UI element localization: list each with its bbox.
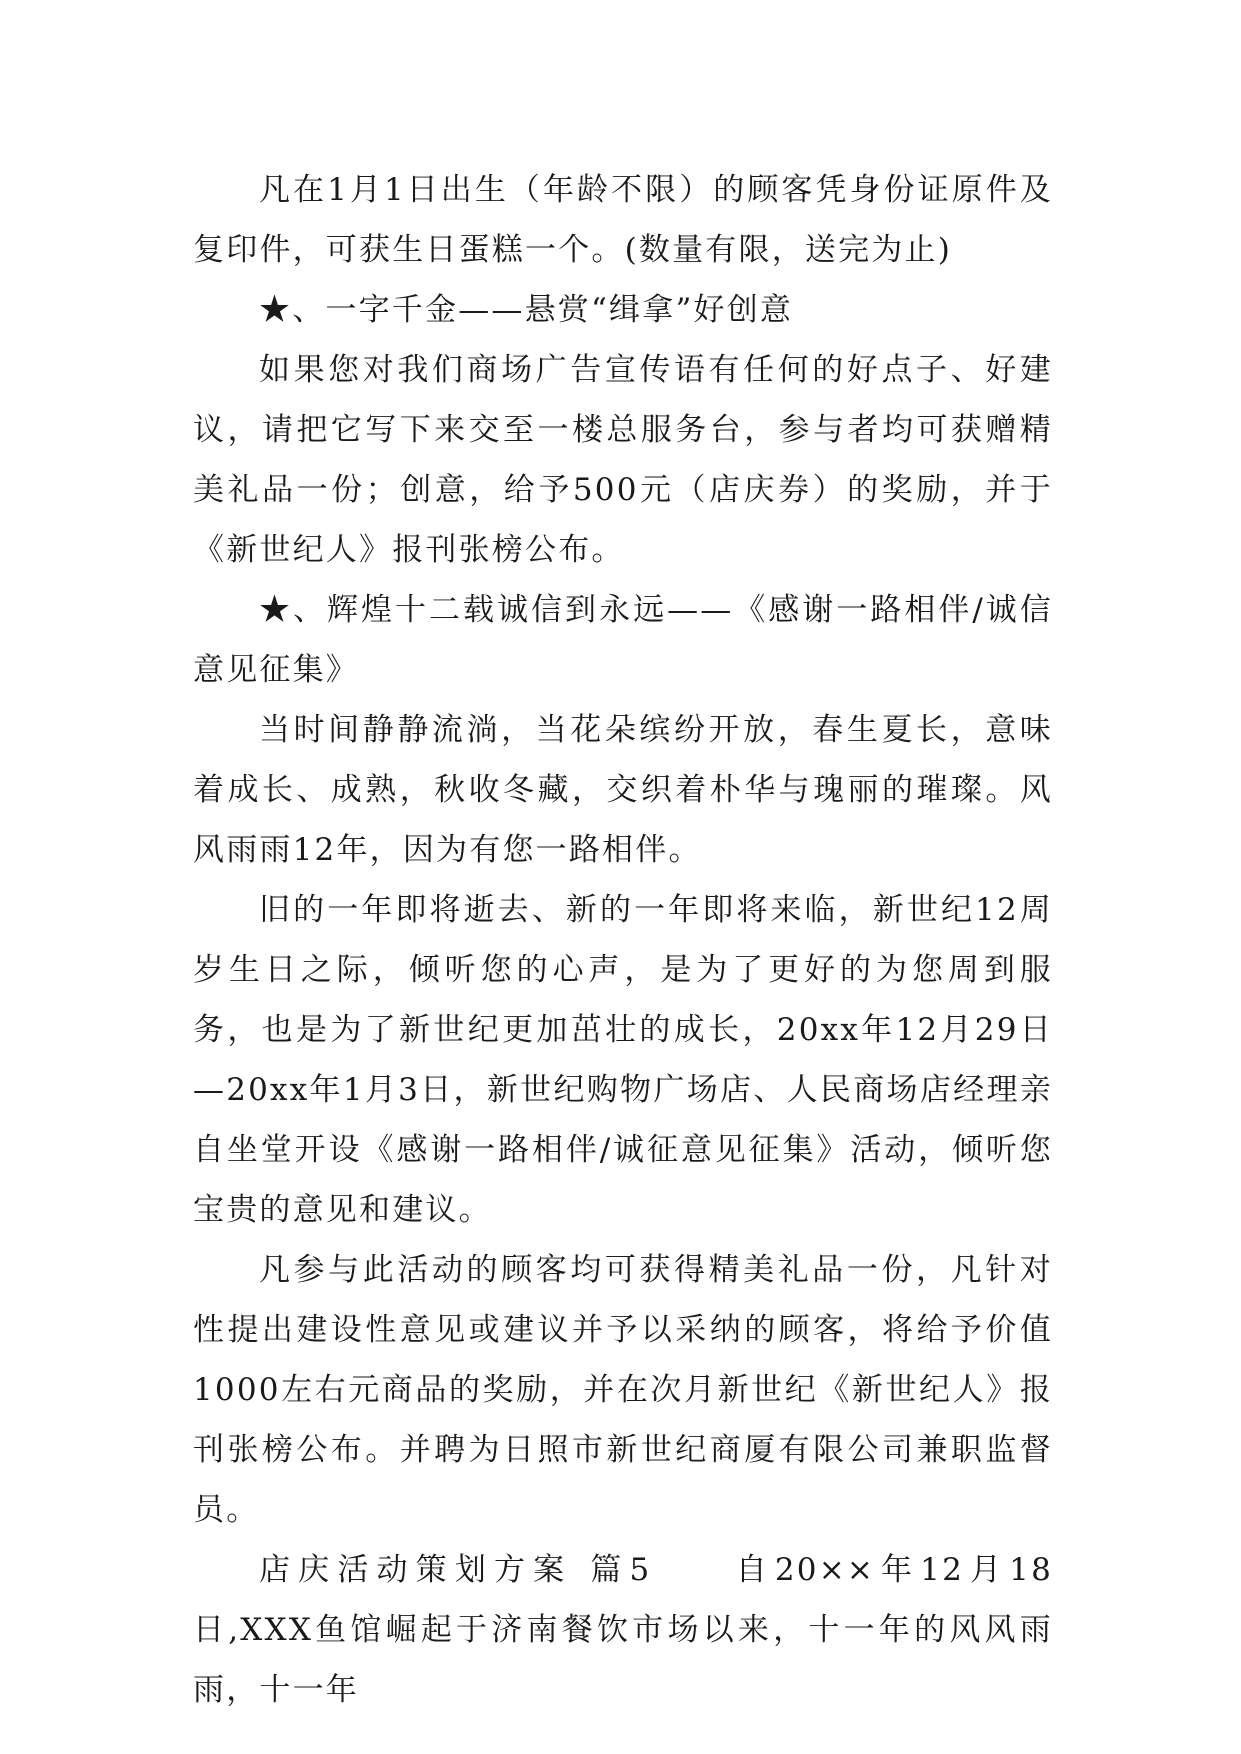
paragraph-twelve-years: 当时间静静流淌，当花朵缤纷开放，春生夏长，意味着成长、成熟，秋收冬藏，交织着朴华与瑰丽的璀璨。风风雨雨12年，因为有您一路相伴。 [193, 712, 1053, 868]
paragraph-feedback-event: 旧的一年即将逝去、新的一年即将来临，新世纪12周岁生日之际，倾听您的心声，是为了更好的为您周到服务，也是为了新世纪更加茁壮的成长，20xx年12月29日—20xx年1月3日，新世纪购物广场店、人民商场店经理亲自坐堂开设《感谢一路相伴/诚征意见征集》活动，倾听您宝贵的意见和建议。 [193, 892, 1053, 1228]
document-body [193, 160, 1053, 1720]
heading-slogan-contest: ★、一字千金——悬赏“缉拿”好创意 [259, 292, 794, 328]
paragraph-birthday-cake: 凡在1月1日出生（年龄不限）的顾客凭身份证原件及复印件，可获生日蛋糕一个。(数量有限，送完为止) [193, 172, 1053, 268]
paragraph-slogan-contest: 如果您对我们商场广告宣传语有任何的好点子、好建议，请把它写下来交至一楼总服务台，参与者均可获赠精美礼品一份；创意，给予500元（店庆券）的奖励，并于《新世纪人》报刊张榜公布。 [193, 352, 1053, 568]
paragraph-feedback-reward: 凡参与此活动的顾客均可获得精美礼品一份，凡针对性提出建设性意见或建议并予以采纳的顾客，将给予价值1000左右元商品的奖励，并在次月新世纪《新世纪人》报刊张榜公布。并聘为日照市新世纪商厦有限公司兼职监督员。 [193, 1252, 1053, 1528]
paragraph-plan-five: 店庆活动策划方案 篇5 自20××年12月18日,XXX鱼馆崛起于济南餐饮市场以来，十一年的风风雨雨，十一年 [193, 1552, 1053, 1708]
heading-feedback-collection: ★、辉煌十二载诚信到永远——《感谢一路相伴/诚信意见征集》 [193, 592, 1053, 688]
